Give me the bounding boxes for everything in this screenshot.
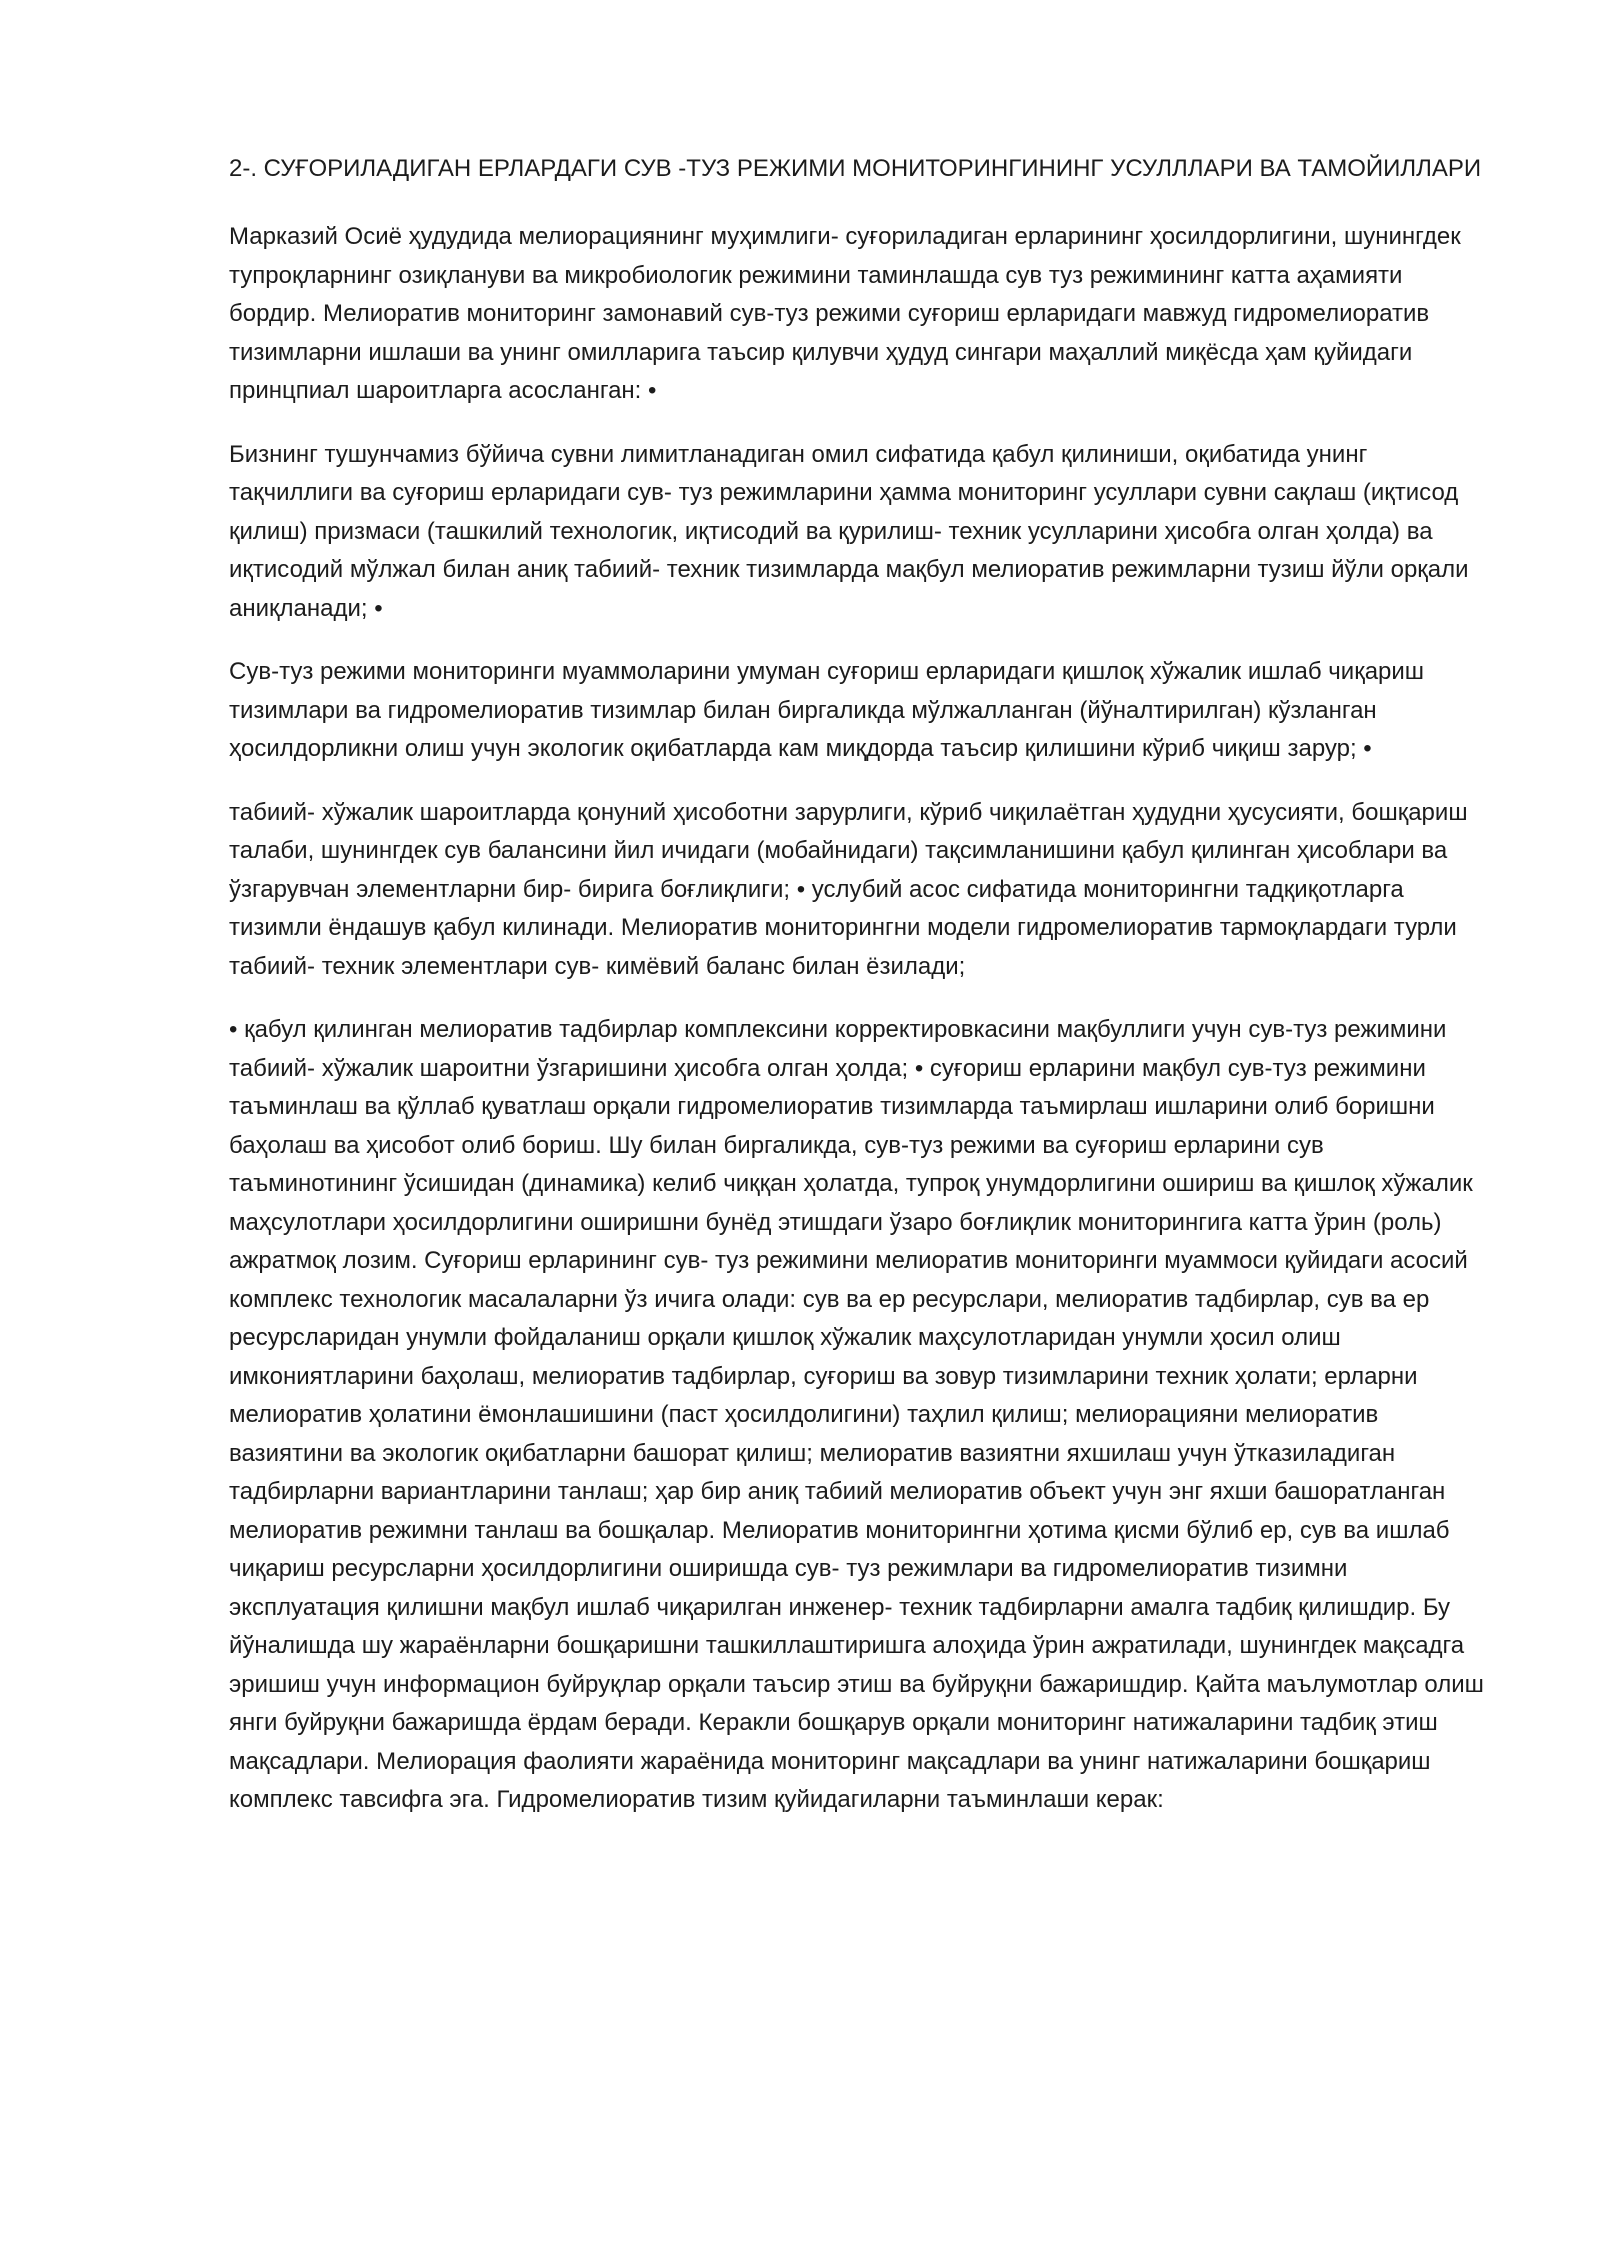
document-title: 2-. СУҒОРИЛАДИГАН ЕРЛАРДАГИ СУВ -ТУЗ РЕЖИМИ МОНИТОРИНГИНИНГ УСУЛЛЛАРИ ВА ТАМОЙИЛЛАРИ — [229, 155, 1482, 182]
paragraph-4: табиий- хўжалик шароитларда қонуний ҳисоботни зарурлиги, кўриб чиқилаётган ҳудудни ҳусусияти, бошқариш талаби, шунингдек сув балансини йил ичидаги (мобайнидаги) тақсимланишини қабул қилинган ҳисоблари ва ўзгарувчан элементларни бир- бирига боғлиқлиги; • услубий асос сифатида мониторингни тадқиқотларга тизимли ёндашув қабул килинади. Мелиоратив мониторингни модели гидромелиоратив тармоқлардаги турли табиий- техник элементлари сув- кимёвий баланс билан ёзилади; — [229, 798, 1468, 980]
paragraph-5: • қабул қилинган мелиоратив тадбирлар комплексини корректировкасини мақбуллиги учун сув-туз режимини табиий- хўжалик шароитни ўзгаришини ҳисобга олган ҳолда; • суғориш ерларини мақбул сув-туз режимини таъминлаш ва қўллаб қуватлаш орқали гидромелиоратив тизимларда таъмирлаш ишларини олиб боришни баҳолаш ва ҳисобот олиб бориш. Шу билан биргаликда, сув-туз режими ва суғориш ерларини сув таъминотининг ўсишидан (динамика) келиб чиққан ҳолатда, тупроқ унумдорлигини ошириш ва қишлоқ хўжалик маҳсулотлари ҳосилдорлигини оширишни бунёд этишдаги ўзаро боғлиқлик мониторингига катта ўрин (роль) ажратмоқ лозим. Суғориш ерларининг сув- туз режимини мелиоратив мониторинги муаммоси қуйидаги асосий комплекс технологик масалаларни ўз ичига олади: сув ва ер ресурслари, мелиоратив тадбирлар, сув ва ер ресурсларидан унумли фойдаланиш орқали қишлоқ хўжалик маҳсулотларидан унумли ҳосил олиш имкониятларини баҳолаш, мелиоратив тадбирлар, суғориш ва зовур тизимларини техник ҳолати; ерларни мелиоратив ҳолатини ёмонлашишини (паст ҳосилдолигини) таҳлил қилиш; мелиорацияни мелиоратив вазиятини ва экологик оқибатларни башорат қилиш; мелиоратив вазиятни яхшилаш учун ўтказиладиган тадбирларни вариантларини танлаш; ҳар бир аниқ табиий мелиоратив объект учун энг яхши башоратланган мелиоратив режимни танлаш ва бошқалар. Мелиоратив мониторингни ҳотима қисми бўлиб ер, сув ва ишлаб чиқариш ресурсларни ҳосилдорлигини оширишда сув- туз режимлари ва гидромелиоратив тизимни эксплуатация қилишни мақбул ишлаб чиқарилган инженер- техник тадбирларни амалга тадбиқ қилишдир. Бу йўналишда шу жараёнларни бошқаришни ташкиллаштиришга алоҳида ўрин ажратилади, шунингдек мақсадга эришиш учун информацион буйруқлар орқали таъсир этиш ва буйруқни бажаришдир. Қайта маълумотлар олиш янги буйруқни бажаришда ёрдам беради. Керакли бошқарув орқали мониторинг натижаларини тадбиқ этиш мақсадлари. Мелиорация фаолияти жараёнида мониторинг мақсадлари ва унинг натижаларини бошқариш комплекс тавсифга эга. Гидромелиоратив тизим қуйидагиларни таъминлаши керак: — [229, 1016, 1484, 1813]
paragraph-2: Бизнинг тушунчамиз бўйича сувни лимитланадиган омил сифатида қабул қилиниши, оқибатида унинг тақчиллиги ва суғориш ерларидаги сув- туз режимларини ҳамма мониторинг усуллари сувни сақлаш (иқтисод қилиш) призмаси (ташкилий технологик, иқтисодий ва қурилиш- техник усулларини ҳисобга олган ҳолда) ва иқтисодий мўлжал билан аниқ табиий- техник тизимларда мақбул мелиоратив режимларни тузиш йўли орқали аниқланади; • — [229, 440, 1469, 622]
document-page — [229, 150, 1491, 1845]
paragraph-1: Марказий Осиё ҳудудида мелиорациянинг муҳимлиги- суғориладиган ерларининг ҳосилдорлигини, шунингдек тупроқларнинг озиқлануви ва микробиологик режимини таминлашда сув туз режимининг катта аҳамияти бордир. Мелиоратив мониторинг замонавий сув-туз режими суғориш ерларидаги мавжуд гидромелиоратив тизимларни ишлаши ва унинг омилларига таъсир қилувчи ҳудуд сингари маҳаллий миқёсда ҳам қуйидаги принцпиал шароитларга асосланган: • — [229, 223, 1461, 404]
paragraph-3: Сув-туз режими мониторинги муаммоларини умуман суғориш ерларидаги қишлоқ хўжалик ишлаб чиқариш тизимлари ва гидромелиоратив тизимлар билан биргаликда мўлжалланган (йўналтирилган) кўзланган ҳосилдорликни олиш учун экологик оқибатларда кам миқдорда таъсир қилишини кўриб чиқиш зарур; • — [229, 658, 1425, 762]
